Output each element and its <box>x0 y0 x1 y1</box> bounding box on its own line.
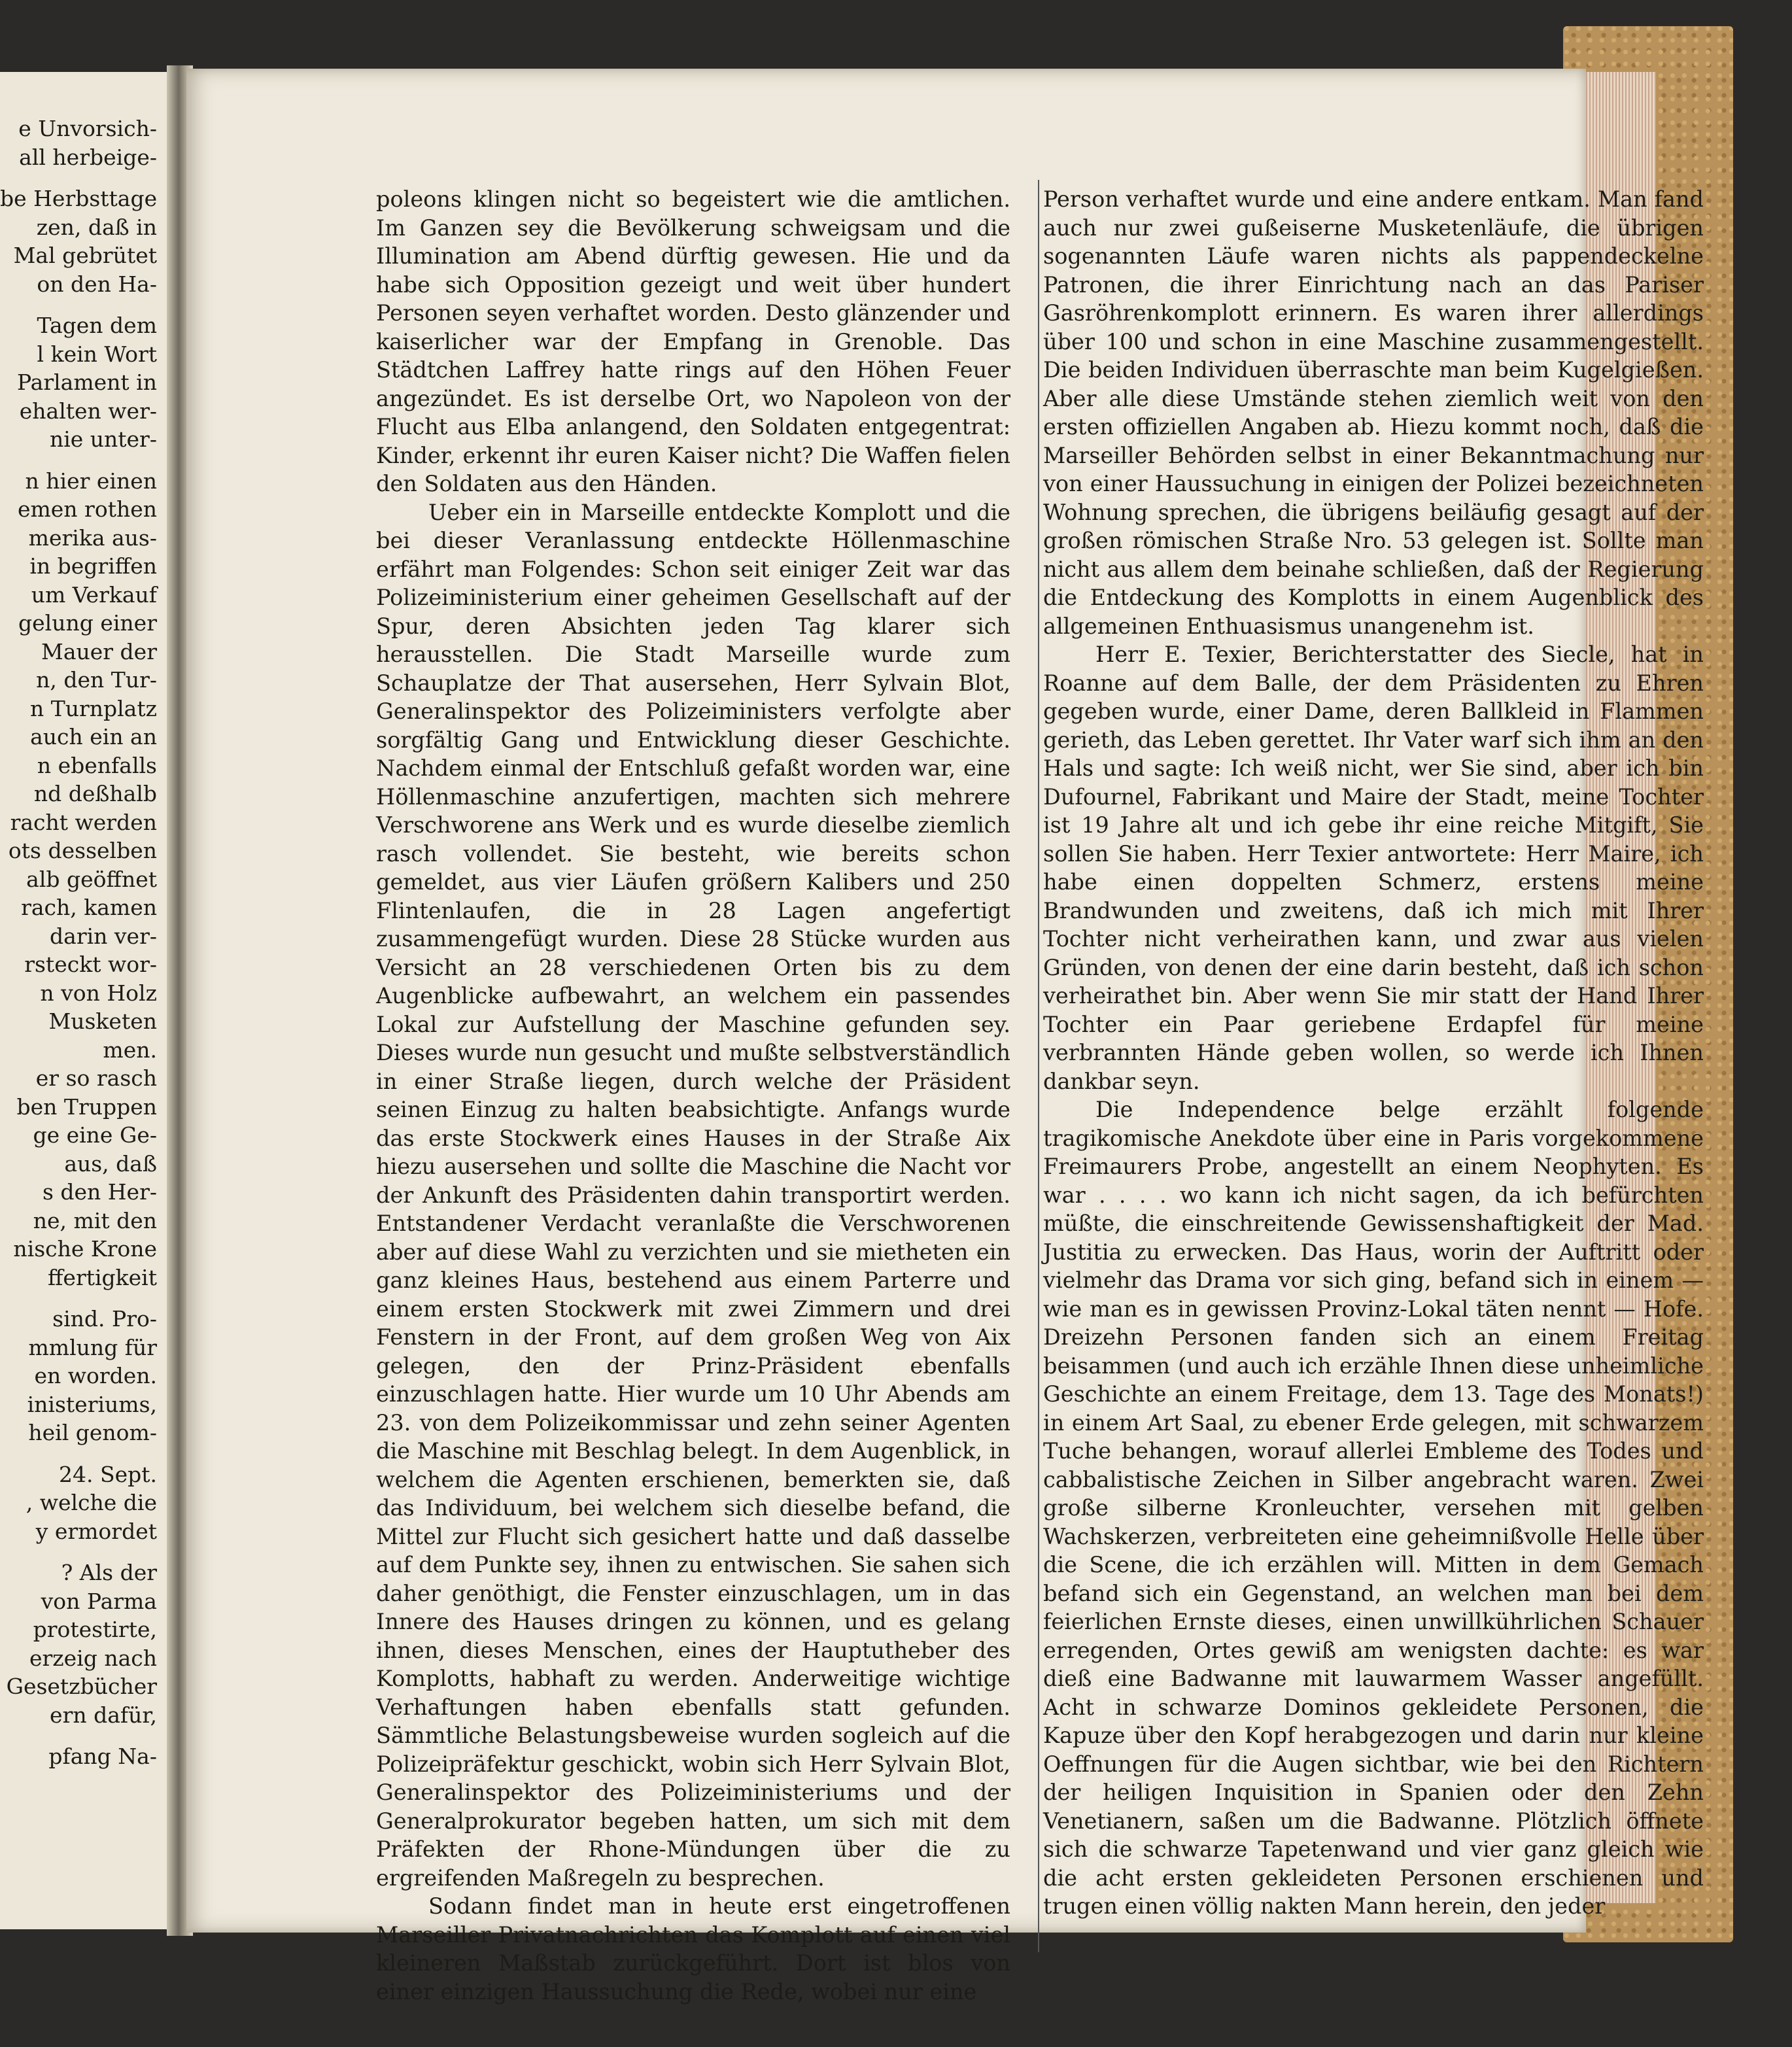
left-page-line: mmlung für <box>28 1334 157 1360</box>
left-page-line: all herbeige- <box>19 144 157 170</box>
left-page-line: n ebenfalls <box>37 752 157 778</box>
left-page-line: on den Ha- <box>37 271 157 297</box>
left-page-line: gelung einer <box>18 610 157 636</box>
left-page-line: Musketen <box>48 1008 157 1034</box>
left-page-line: Gesetzbücher <box>6 1674 157 1699</box>
left-page-line: aus, daß <box>64 1150 157 1177</box>
left-page-line <box>0 171 157 184</box>
left-page-line: ehalten wer- <box>19 398 157 424</box>
left-page-line: , welche die <box>26 1490 157 1515</box>
left-page-line: Tagen dem <box>37 313 157 338</box>
middle-column <box>376 185 1010 2004</box>
left-page-line: Parlament in <box>16 370 157 395</box>
left-page-line: zen, daß in <box>36 214 157 240</box>
left-page-line: n hier einen <box>25 468 157 494</box>
paragraph: Herr E. Texier, Berichterstatter des Siecle, hat in Roanne auf dem Balle, der dem Präsidenten zu Ehren gegeben wurde, einer Dame, deren Ballkleid in Flammen gerieth, das Leben gerettet. Ihr Vater warf sich ihm an den Hals und sagte: Ich weiß nicht, wer Sie sind, aber ich bin Dufournel, Fabrikant und Maire der Stadt, meine Tochter ist 19 Jahre alt und ich gebe ihr eine reiche Mitgift, Sie sollen Sie haben. Herr Texier antwortete: Herr Maire, ich habe einen doppelten Schmerz, erstens meine Brandwunden und zweitens, daß ich mich mit Ihrer Tochter nicht verheirathen kann, und zwar aus vielen Gründen, von denen der eine darin besteht, daß ich schon verheirathet bin. Aber wenn Sie mir statt der Hand Ihrer Tochter ein Paar geriebene Erdapfel für meine verbrannten Hände geben wollen, so werde ich Ihnen dankbar seyn. <box>1043 642 1704 1094</box>
left-page-line: ge eine Ge- <box>33 1122 157 1148</box>
left-page-line: men. <box>103 1037 157 1063</box>
left-page-line <box>0 1545 157 1558</box>
paragraph: Die Independence belge erzählt folgende tragikomische Anekdote über eine in Paris vorgekommene Freimaurers Probe, angestellt an einem Neophyten. Es war . . . . wo kann ich nicht sagen, da ich befürchten müßte, die einschreitende Gewissenshaftigkeit der Mad. Justitia zu erwecken. Das Haus, worin der Auftritt oder vielmehr das Drama vor sich ging, befand sich in einem — wie man es in gewissen Provinz-Lokal täten nennt — Hofe. Dreizehn Personen fanden sich an einem Freitag beisammen (und auch ich erzähle Ihnen diese unheimliche Geschichte an einem Freitage, dem 13. Tage des Monats!) in einem Art Saal, zu ebener Erde gelegen, mit schwarzem Tuche behangen, worauf allerlei Embleme des Todes und cabbalistische Zeichen in Silber angebracht waren. Zwei große silberne Kronleuchter, versehen mit gelben Wachskerzen, verbreiteten eine geheimnißvolle Helle über die Scene, die ich erzählen will. Mitten in dem Gemach befand sich ein Gegenstand, an welchen man bei dem feierlichen Ernste dieses, einen unwillkührlichen Schauer erregenden, Ortes gewiß am wenigsten dachte: es war dieß eine Badwanne mit lauwarmem Wasser angefüllt. Acht in schwarze Dominos gekleidete Personen, die Kapuze über den Kopf herabgezogen und darin nur kleine Oeffnungen für die Augen sichtbar, wie bei den Richtern der heiligen Inquisition in Spanien oder den Zehn Venetianern, saßen um die Badwanne. Plötzlich öffnete sich die schwarze Tapetenwand und vier ganz gleich wie die acht ersten gekleideten Personen erschienen und trugen einen völlig nakten Mann herein, den jeder <box>1043 1097 1704 1919</box>
left-page-line: n von Holz <box>40 980 157 1006</box>
left-page-line: n Turnplatz <box>29 695 157 721</box>
paragraph: Sodann findet man in heute erst eingetroffenen Marseiller Privatnachrichten das Komplott auf einen viel kleineren Maßstab zurückgeführt. Dort ist blos von einer einzigen Haussuchung die Rede, wobei nur eine <box>376 1893 1010 2004</box>
left-page-line: rach, kamen <box>21 895 157 920</box>
left-page-line: y ermordet <box>35 1518 157 1544</box>
left-page-line <box>0 298 157 311</box>
left-page-line: nie unter- <box>49 426 157 452</box>
left-page-line: en worden. <box>34 1363 157 1388</box>
left-page-line: auch ein an <box>30 724 157 749</box>
left-page-line: pfang Na- <box>48 1744 157 1769</box>
left-page-line: Mauer der <box>41 638 157 664</box>
right-page <box>186 69 1704 2004</box>
left-page-line: protestirte, <box>33 1617 157 1642</box>
left-page-line: er so rasch <box>35 1065 157 1091</box>
left-page-line: e Unvorsich- <box>18 116 157 141</box>
left-page-line <box>0 1292 157 1305</box>
left-page-line: nd deßhalb <box>33 781 157 806</box>
left-page-line: ffertigkeit <box>47 1264 157 1290</box>
left-page-line <box>0 1729 157 1742</box>
left-page-line: n, den Tur- <box>36 667 157 693</box>
left-page-line: s den Her- <box>42 1179 157 1205</box>
left-page-line: racht werden <box>10 809 157 835</box>
left-page-line <box>0 454 157 467</box>
column-rule <box>1038 180 1039 1952</box>
left-page-line: ern dafür, <box>50 1702 157 1728</box>
paragraph: Person verhaftet wurde und eine andere entkam. Man fand auch nur zwei gußeiserne Musketenläufe, die übrigen sogenannten Läufe waren nichts als pappendeckelne Patronen, die ihrer Einrichtung nach an das Pariser Gasröhrenkomplott erinnern. Es waren ihrer allerdings über 100 und schon in eine Maschine zusammengestellt. Die beiden Individuen überraschte man beim Kugelgießen. Aber alle diese Umstände stehen ziemlich weit von den ersten offiziellen Angaben ab. Hiezu kommt noch, daß die Marseiller Behörden selbst in einer Bekanntmachung nur von einer Haussuchung in einigen der Polizei bezeichneten Wohnung sprechen, die übrigens beiläufig gesagt auf der großen römischen Straße Nro. 53 gelegen ist. Sollte man nicht aus allem dem beinahe schließen, daß der Regierung die Entdeckung des Komplotts in einem Augenblick des allgemeinen Enthuasismus unangenehm ist. <box>1043 186 1704 639</box>
right-column <box>1043 185 1704 1964</box>
left-page-line: Mal gebrütet <box>13 243 157 268</box>
left-page-line: inisteriums, <box>27 1391 157 1417</box>
left-page-line: um Verkauf <box>31 581 157 608</box>
paragraph: Ueber ein in Marseille entdeckte Komplott und die bei dieser Veranlassung entdeckte Höllenmaschine erfährt man Folgendes: Schon seit einiger Zeit war das Polizeiministerium einer geheimen Gesellschaft auf der Spur, deren Absichten jeden Tag klarer sich herausstellen. Die Stadt Marseille wurde zum Schauplatze der That ausersehen, Herr Sylvain Blot, Generalinspektor des Polizeiministers verfolgte aber sorgfältig Gang und Entwicklung dieser Geschichte. Nachdem einmal der Entschluß gefaßt worden war, eine Höllenmaschine anzufertigen, machten sich mehrere Verschworene ans Werk und es wurde dieselbe ziemlich rasch vollendet. Sie besteht, wie bereits schon gemeldet, aus vier Läufen größern Kalibers und 250 Flintenlaufen, die in 28 Lagen angefertigt zusammengefügt wurden. Diese 28 Stücke wurden aus Versicht an 28 verschiedenen Orten bis zu dem Augenblicke aufbewahrt, an welchem ein passendes Lokal zur Aufstellung der Maschine gefunden sey. Dieses wurde nun gesucht und mußte selbstverständlich in einer Straße liegen, durch welche der Präsident seinen Einzug zu halten beabsichtigte. Anfangs wurde das erste Stockwerk eines Hauses in der Straße Aix hiezu ausersehen und sollte die Maschine die Nacht vor der Ankunft des Präsidenten dahin transportirt werden. Entstandener Verdacht veranlaßte die Verschworenen aber auf diese Wahl zu verzichten und sie mietheten ein ganz kleines Haus, bestehend aus einem Parterre und einem ersten Stockwerk mit zwei Zimmern und drei Fenstern in der Front, auf dem großen Weg von Aix gelegen, den der Prinz-Präsident ebenfalls einzuschlagen hatte. Hier wurde um 10 Uhr Abends am 23. von dem Polizeikommissar und zehn seiner Agenten die Maschine mit Beschlag belegt. In dem Augenblick, in welchem die Agenten erschienen, bemerkten sie, daß das Individuum, bei welchem sich dieselbe befand, die Mittel zur Flucht sich gesichert hatte und daß dasselbe auf dem Punkte sey, ihnen zu entwischen. Sie sahen sich daher genöthigt, die Fenster einzuschlagen, um in das Innere des Hauses dringen zu können, und es gelang ihnen, dieses Menschen, eines der Hauptutheber des Komplotts, habhaft zu werden. Anderweitige wichtige Verhaftungen haben ebenfalls statt gefunden. Sämmtliche Belastungsbeweise wurden sogleich auf die Polizeipräfektur geschickt, wobin sich Herr Sylvain Blot, Generalinspektor des Polizeiministeriums und der Generalprokurator begeben hatten, um sich mit dem Präfekten der Rhone-Mündungen über die zu ergreifenden Maßregeln zu besprechen. <box>376 499 1010 1891</box>
left-page-line: ? Als der <box>61 1560 157 1585</box>
paragraph: poleons klingen nicht so begeistert wie die amtlichen. Im Ganzen sey die Bevölkerung schweigsam und die Illumination am Abend dürftig gewesen. Hie und da habe sich Opposition gezeigt und weit über hundert Personen seyen verhaftet worden. Desto glänzender und kaiserlicher war der Empfang in Grenoble. Das Städtchen Laffrey hatte rings auf den Höhen Feuer angezündet. Es ist derselbe Ort, wo Napoleon von der Flucht aus Elba anlangend, den Soldaten entgegentrat: Kinder, erkennt ihr euren Kaiser nicht? Die Waffen fielen den Soldaten aus den Händen. <box>376 186 1010 496</box>
left-page-line: ne, mit den <box>33 1207 157 1233</box>
left-page-line: nische Krone <box>13 1236 157 1262</box>
left-page-line: heil genom- <box>28 1420 157 1445</box>
left-page-line: l kein Wort <box>37 341 157 367</box>
left-page-line: darin ver- <box>50 923 157 949</box>
left-page-line <box>0 1447 157 1460</box>
left-page-line: rsteckt wor- <box>24 952 157 977</box>
left-page-line: alb geöffnet <box>26 866 157 892</box>
left-page-line: be Herbsttage <box>0 186 158 211</box>
left-page-line: erzeig nach <box>29 1645 157 1671</box>
left-page-line: 24. Sept. <box>59 1461 157 1487</box>
left-page-line: sind. Pro- <box>52 1306 157 1332</box>
left-page-column <box>0 114 157 1893</box>
left-page-line: ben Truppen <box>16 1093 157 1120</box>
left-page-line: merika aus- <box>28 525 157 551</box>
left-page-line: von Parma <box>41 1588 157 1614</box>
left-page-line: ots desselben <box>8 838 157 863</box>
left-page-line: in begriffen <box>29 553 157 579</box>
left-page-line: emen rothen <box>17 496 157 522</box>
